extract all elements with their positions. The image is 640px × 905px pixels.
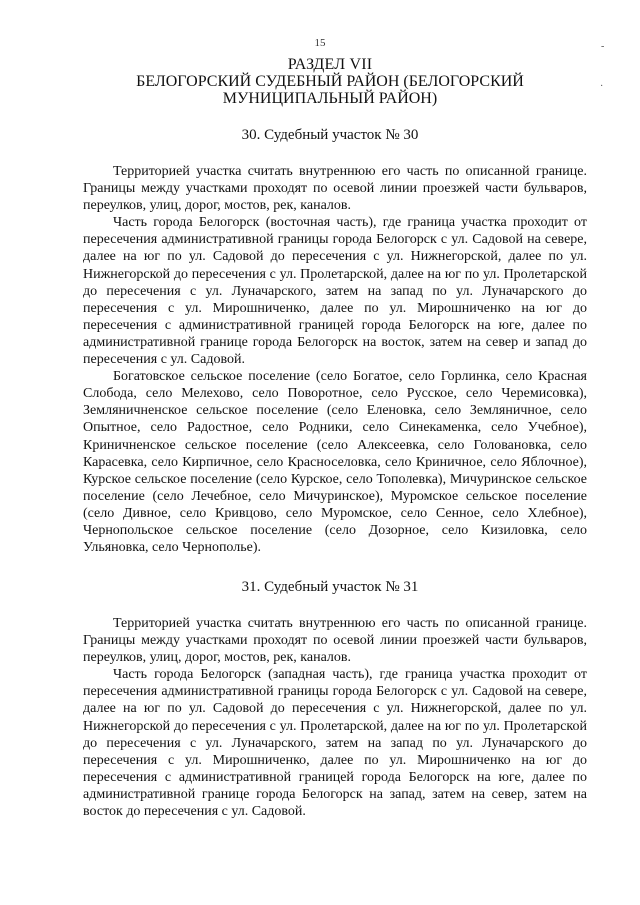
court-30-body [83,163,587,556]
scan-mark: - [601,41,605,52]
section-heading [60,56,600,107]
section-title-line: БЕЛОГОРСКИЙ СУДЕБНЫЙ РАЙОН (БЕЛОГОРСКИЙ [136,73,524,90]
scan-mark: · [600,81,604,92]
paragraph: Территорией участка считать внутреннюю его часть по описанной границе. Границы между участками проходят по осевой линии проезжей части бульваров, переулков, улиц, дорог, мостов, рек, каналов. [83,616,587,666]
court-31-body [83,615,587,820]
court-30-title: 30. Судебный участок № 30 [241,127,419,143]
paragraph: Территорией участка считать внутреннюю его часть по описанной границе. Границы между участками проходят по осевой линии проезжей части бульваров, переулков, улиц, дорог, мостов, рек, каналов. [83,164,587,214]
section-title-line: МУНИЦИПАЛЬНЫЙ РАЙОН) [222,90,438,107]
section-number: РАЗДЕЛ VII [287,56,373,73]
paragraph: Богатовское сельское поселение (село Богатое, село Горлинка, село Красная Слобода, село Мелехово, село Поворотное, село Русское, село Черемисовка), Земляничненское сельское поселение (село Еленовка, село Земляничное, село Опытное, село Радостное, село Родники, село Синекаменка, село Учебное), Криничненское сельское поселение (село Алексеевка, село Головановка, село Карасевка, село Кирпичное, село Красноселовка, село Криничное, село Яблочное), Курское сельское поселение (село Курское, село Тополевка), Мичуринское сельское поселение (село Лечебное, село Мичуринское), Муромское сельское поселение (село Дивное, село Кривцово, село Муромское, село Сенное, село Хлебное), Чернопольское сельское поселение (село Дозорное, село Кизиловка, село Ульяновка, село Чернополье). [83,369,587,556]
paragraph: Часть города Белогорск (западная часть), где граница участка проходит от пересечения административной границы города Белогорск с ул. Садовой на севере, далее на юг по ул. Садовой до пересечения с ул. Нижнегорской, далее по ул. Нижнегорской до пересечения с ул. Пролетарской, далее на юг по ул. Пролетарской до пересечения с ул. Луначарского, затем на запад по ул. Луначарского до пересечения с ул. Мирошниченко, далее по ул. Мирошниченко на юг до пересечения с административной границей города Белогорск на юге, далее по административной границе города Белогорск на запад, затем на север, затем на восток до пересечения с ул. Садовой. [83,667,587,820]
court-31-title: 31. Судебный участок № 31 [241,579,419,595]
paragraph: Часть города Белогорск (восточная часть), где граница участка проходит от пересечения административной границы города Белогорск с ул. Садовой на севере, далее на юг по ул. Садовой до пересечения с ул. Нижнегорской, далее по ул. Нижнегорской до пересечения с ул. Пролетарской, далее на юг по ул. Пролетарской до пересечения с ул. Луначарского, затем на запад по ул. Луначарского до пересечения с ул. Мирошниченко, далее по ул. Мирошниченко на юг до пересечения с административной границей города Белогорск на юге, далее по административной границе города Белогорск на восток, затем на север и запад до пересечения с ул. Садовой. [83,215,587,368]
page-number: 15 [314,37,326,49]
